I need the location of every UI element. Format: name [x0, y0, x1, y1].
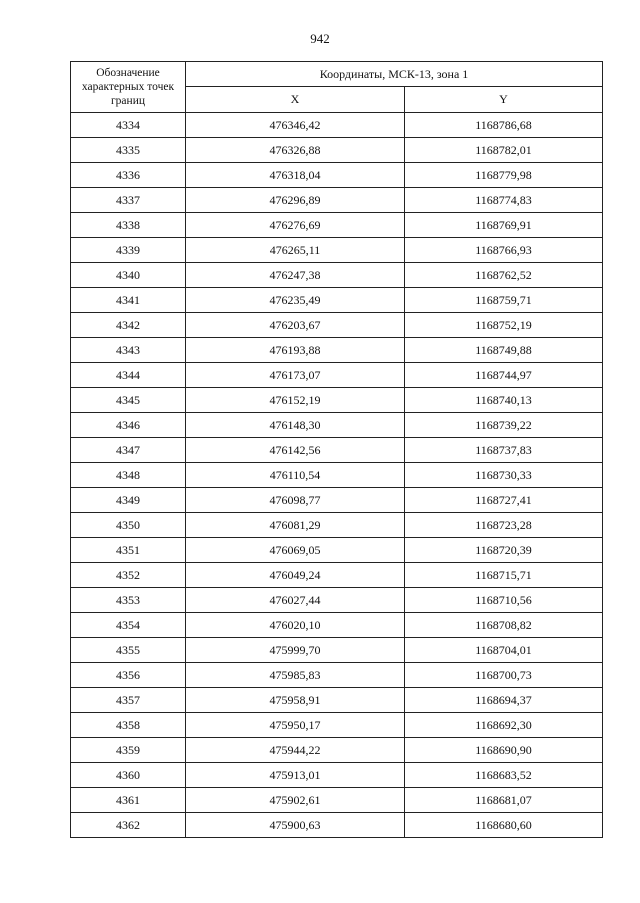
y-coordinate-cell: 1168694,37 [405, 688, 603, 713]
x-column-header: X [186, 87, 405, 113]
point-id-cell: 4356 [71, 663, 186, 688]
table-row [71, 488, 603, 513]
point-id-cell: 4340 [71, 263, 186, 288]
table-row [71, 613, 603, 638]
point-id-cell: 4346 [71, 413, 186, 438]
x-coordinate-cell: 476110,54 [186, 463, 405, 488]
y-coordinate-cell: 1168739,22 [405, 413, 603, 438]
coordinates-system-header: Координаты, МСК-13, зона 1 [186, 62, 603, 87]
point-id-cell: 4362 [71, 813, 186, 838]
x-coordinate-cell: 476081,29 [186, 513, 405, 538]
point-id-cell: 4341 [71, 288, 186, 313]
x-coordinate-cell: 476318,04 [186, 163, 405, 188]
y-coordinate-cell: 1168769,91 [405, 213, 603, 238]
point-id-cell: 4358 [71, 713, 186, 738]
y-coordinate-cell: 1168723,28 [405, 513, 603, 538]
point-id-cell: 4354 [71, 613, 186, 638]
table-row [71, 163, 603, 188]
table-row [71, 263, 603, 288]
y-coordinate-cell: 1168708,82 [405, 613, 603, 638]
table-row [71, 188, 603, 213]
x-coordinate-cell: 475958,91 [186, 688, 405, 713]
x-coordinate-cell: 476276,69 [186, 213, 405, 238]
table-row [71, 813, 603, 838]
y-coordinate-cell: 1168782,01 [405, 138, 603, 163]
point-id-cell: 4343 [71, 338, 186, 363]
table-row [71, 763, 603, 788]
x-coordinate-cell: 476203,67 [186, 313, 405, 338]
x-coordinate-cell: 476193,88 [186, 338, 405, 363]
table-row [71, 688, 603, 713]
y-coordinate-cell: 1168683,52 [405, 763, 603, 788]
y-column-header: Y [405, 87, 603, 113]
y-coordinate-cell: 1168759,71 [405, 288, 603, 313]
table-row [71, 438, 603, 463]
point-id-cell: 4348 [71, 463, 186, 488]
y-coordinate-cell: 1168730,33 [405, 463, 603, 488]
point-id-cell: 4349 [71, 488, 186, 513]
table-row [71, 788, 603, 813]
point-id-cell: 4337 [71, 188, 186, 213]
table-row [71, 288, 603, 313]
x-coordinate-cell: 475944,22 [186, 738, 405, 763]
x-coordinate-cell: 475913,01 [186, 763, 405, 788]
table-header [71, 62, 603, 113]
x-coordinate-cell: 475950,17 [186, 713, 405, 738]
coordinates-table [70, 61, 603, 838]
y-coordinate-cell: 1168762,52 [405, 263, 603, 288]
table-row [71, 363, 603, 388]
point-id-cell: 4345 [71, 388, 186, 413]
x-coordinate-cell: 476020,10 [186, 613, 405, 638]
y-coordinate-cell: 1168740,13 [405, 388, 603, 413]
y-coordinate-cell: 1168727,41 [405, 488, 603, 513]
table-row [71, 138, 603, 163]
point-id-cell: 4334 [71, 113, 186, 138]
point-id-cell: 4352 [71, 563, 186, 588]
x-coordinate-cell: 476148,30 [186, 413, 405, 438]
x-coordinate-cell: 475902,61 [186, 788, 405, 813]
y-coordinate-cell: 1168779,98 [405, 163, 603, 188]
point-id-cell: 4347 [71, 438, 186, 463]
point-id-cell: 4338 [71, 213, 186, 238]
table-row [71, 463, 603, 488]
y-coordinate-cell: 1168715,71 [405, 563, 603, 588]
y-coordinate-cell: 1168774,83 [405, 188, 603, 213]
x-coordinate-cell: 475999,70 [186, 638, 405, 663]
table-row [71, 713, 603, 738]
table-row [71, 413, 603, 438]
point-id-cell: 4342 [71, 313, 186, 338]
y-coordinate-cell: 1168700,73 [405, 663, 603, 688]
x-coordinate-cell: 476049,24 [186, 563, 405, 588]
y-coordinate-cell: 1168692,30 [405, 713, 603, 738]
table-row [71, 338, 603, 363]
point-id-cell: 4335 [71, 138, 186, 163]
y-coordinate-cell: 1168766,93 [405, 238, 603, 263]
table-row [71, 513, 603, 538]
y-coordinate-cell: 1168786,68 [405, 113, 603, 138]
x-coordinate-cell: 476027,44 [186, 588, 405, 613]
point-id-cell: 4350 [71, 513, 186, 538]
x-coordinate-cell: 476152,19 [186, 388, 405, 413]
point-id-cell: 4355 [71, 638, 186, 663]
point-id-cell: 4360 [71, 763, 186, 788]
point-designation-header: Обозначение характерных точек границ [71, 62, 186, 113]
y-coordinate-cell: 1168710,56 [405, 588, 603, 613]
x-coordinate-cell: 476247,38 [186, 263, 405, 288]
y-coordinate-cell: 1168752,19 [405, 313, 603, 338]
page-number: 942 [310, 31, 330, 46]
table-row [71, 663, 603, 688]
x-coordinate-cell: 476346,42 [186, 113, 405, 138]
y-coordinate-cell: 1168737,83 [405, 438, 603, 463]
y-coordinate-cell: 1168680,60 [405, 813, 603, 838]
table-row [71, 563, 603, 588]
x-coordinate-cell: 476098,77 [186, 488, 405, 513]
x-coordinate-cell: 476142,56 [186, 438, 405, 463]
point-id-cell: 4359 [71, 738, 186, 763]
x-coordinate-cell: 476296,89 [186, 188, 405, 213]
y-coordinate-cell: 1168681,07 [405, 788, 603, 813]
table-row [71, 738, 603, 763]
y-coordinate-cell: 1168749,88 [405, 338, 603, 363]
y-coordinate-cell: 1168704,01 [405, 638, 603, 663]
table-row [71, 538, 603, 563]
x-coordinate-cell: 475900,63 [186, 813, 405, 838]
point-id-cell: 4344 [71, 363, 186, 388]
point-id-cell: 4351 [71, 538, 186, 563]
point-id-cell: 4336 [71, 163, 186, 188]
table-body [71, 113, 603, 838]
x-coordinate-cell: 476069,05 [186, 538, 405, 563]
x-coordinate-cell: 475985,83 [186, 663, 405, 688]
point-id-cell: 4353 [71, 588, 186, 613]
table-row [71, 213, 603, 238]
table-row [71, 388, 603, 413]
x-coordinate-cell: 476173,07 [186, 363, 405, 388]
table-row [71, 113, 603, 138]
y-coordinate-cell: 1168744,97 [405, 363, 603, 388]
table-row [71, 313, 603, 338]
table-row [71, 588, 603, 613]
point-id-cell: 4361 [71, 788, 186, 813]
table-row [71, 238, 603, 263]
point-id-cell: 4357 [71, 688, 186, 713]
table-row [71, 638, 603, 663]
x-coordinate-cell: 476326,88 [186, 138, 405, 163]
y-coordinate-cell: 1168720,39 [405, 538, 603, 563]
x-coordinate-cell: 476235,49 [186, 288, 405, 313]
y-coordinate-cell: 1168690,90 [405, 738, 603, 763]
header-row-top [71, 62, 603, 87]
point-id-cell: 4339 [71, 238, 186, 263]
x-coordinate-cell: 476265,11 [186, 238, 405, 263]
